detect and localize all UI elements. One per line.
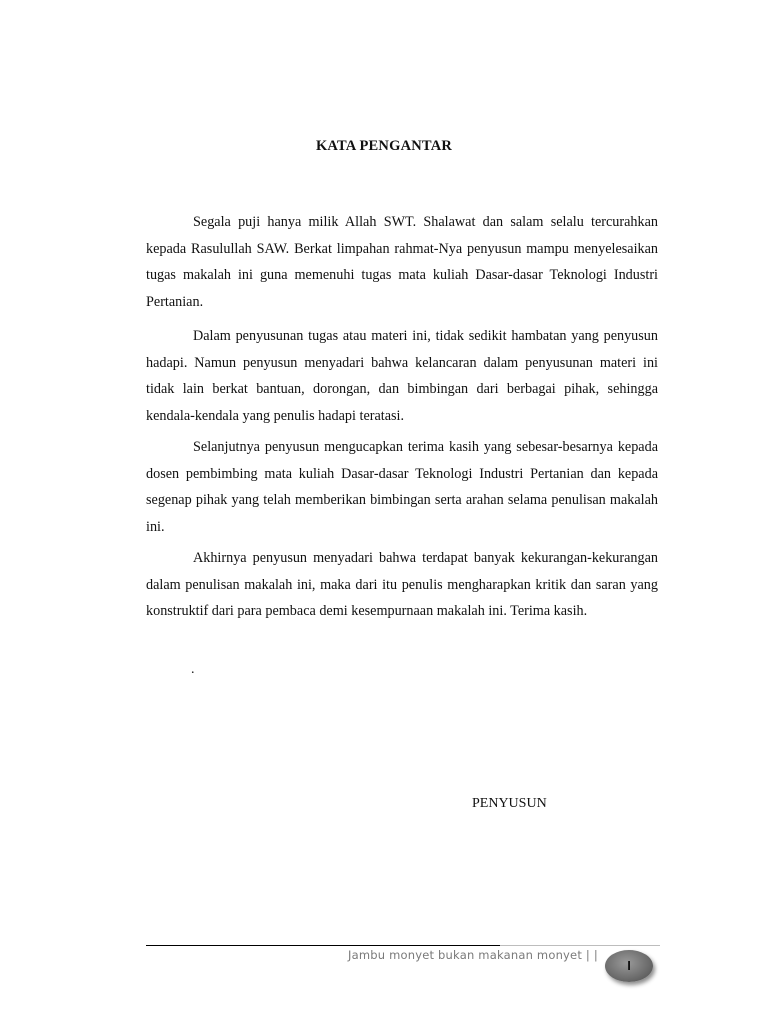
footer-text: Jambu monyet bukan makanan monyet | | — [348, 948, 598, 962]
paragraph-1: Segala puji hanya milik Allah SWT. Shalawat dan salam selalu tercurahkan kepada Rasulullah SAW. Berkat limpahan rahmat-Nya penyusun mampu menyelesaikan tugas makalah ini guna memenuhi tugas mata kuliah Dasar-dasar Teknologi Industri Pertanian. — [146, 214, 658, 310]
paragraph-2: Dalam penyusunan tugas atau materi ini, tidak sedikit hambatan yang penyusun hadapi. Namun penyusun menyadari bahwa kelancaran dalam penyusunan materi ini tidak lain berkat bantuan, dorongan, dan bimbingan dari berbagai pihak, sehingga kendala-kendala yang penulis hadapi teratasi. — [146, 328, 658, 424]
stray-dot: . — [191, 662, 195, 677]
paragraph-4: Akhirnya penyusun menyadari bahwa terdapat banyak kekurangan-kekurangan dalam penulisan makalah ini, maka dari itu penulis mengharapkan kritik dan saran yang konstruktif dari para pembaca demi kesempurnaan makalah ini. Terima kasih. — [146, 550, 658, 619]
signature: PENYUSUN — [472, 796, 547, 811]
page-number: I — [627, 958, 631, 973]
footer-divider-accent — [500, 945, 660, 946]
page-number-badge — [605, 950, 653, 982]
paragraph-3: Selanjutnya penyusun mengucapkan terima kasih yang sebesar-besarnya kepada dosen pembimbing mata kuliah Dasar-dasar Teknologi Industri Pertanian dan kepada segenap pihak yang telah memberikan bimbingan serta arahan selama penulisan makalah ini. — [146, 439, 658, 535]
page-title: KATA PENGANTAR — [315, 138, 453, 154]
